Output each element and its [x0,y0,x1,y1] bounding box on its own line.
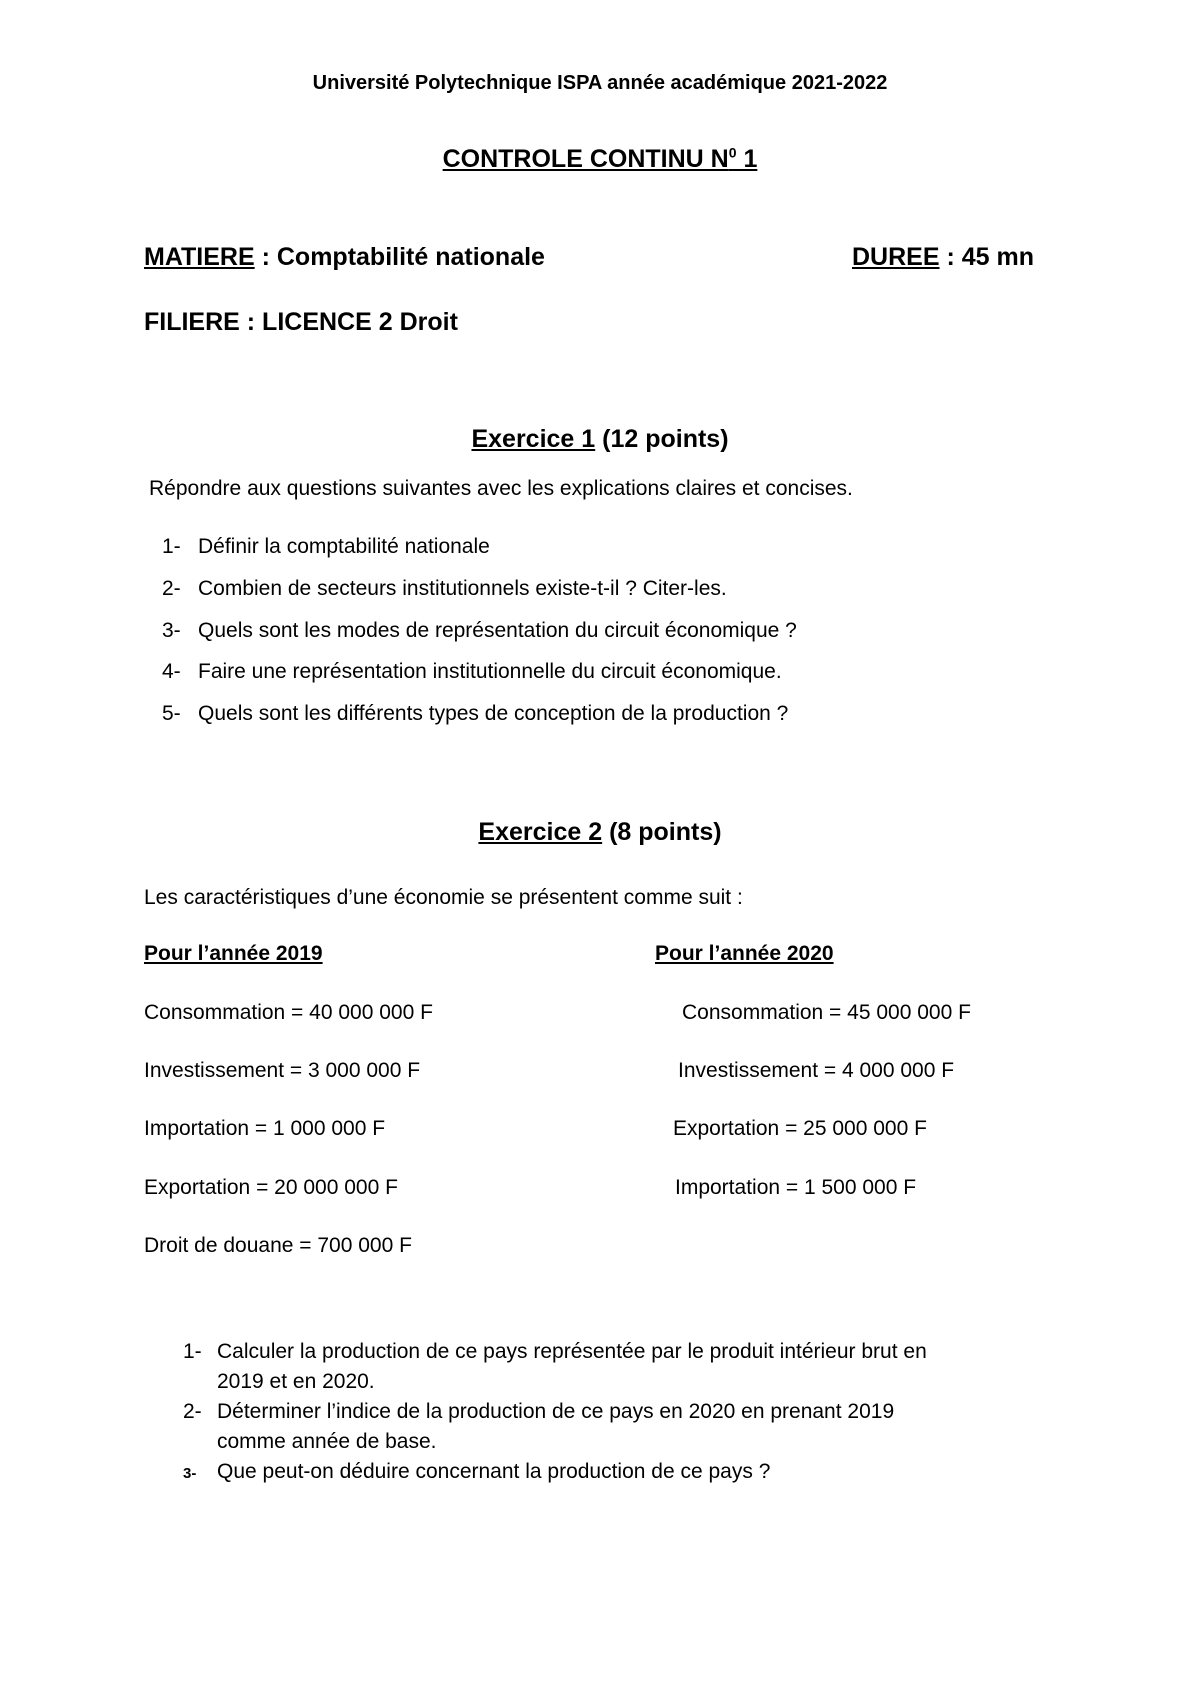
exercise1-question: 1- Définir la comptabilité nationale [162,535,490,558]
exercise2-intro: Les caractéristiques d’une économie se présentent comme suit : [144,886,743,909]
university-header: Université Polytechnique ISPA année académique 2021-2022 [312,72,888,94]
data-2020-item: Importation = 1 500 000 F [675,1176,917,1199]
exercise2-question: 3- Que peut-on déduire concernant la production de ce pays ? [183,1460,771,1483]
data-2019-item: Exportation = 20 000 000 F [144,1176,398,1199]
year-2020-heading: Pour l’année 2020 [655,942,834,965]
subject-value: : Comptabilité nationale [254,243,545,271]
exercise1-question: 2- Combien de secteurs institutionnels existe-t-il ? Citer-les. [162,577,727,600]
data-2019-item: Droit de douane = 700 000 F [144,1234,412,1257]
data-2019-item: Consommation = 40 000 000 F [144,1001,433,1024]
exercise1-question: 4- Faire une représentation institutionnelle du circuit économique. [162,660,782,683]
data-2019-item: Investissement = 3 000 000 F [144,1059,421,1082]
data-2019-item: Importation = 1 000 000 F [144,1117,386,1140]
exercise2-question-continuation: 2019 et en 2020. [217,1370,375,1393]
year-2019-heading: Pour l’année 2019 [144,942,323,965]
exercise2-question-continuation: comme année de base. [217,1430,437,1453]
exercise2-question: 2- Déterminer l’indice de la production de ce pays en 2020 en prenant 2019 [183,1400,895,1423]
exercise1-question: 5- Quels sont les différents types de conception de la production ? [162,702,789,725]
data-2020-item: Exportation = 25 000 000 F [673,1117,927,1140]
exam-title-text: CONTROLE CONTINU $N^0$ 1 [442,144,758,173]
exercise2-question: 1- Calculer la production de ce pays représentée par le produit intérieur brut en [183,1340,927,1363]
exercise1-title: Exercice 1 (12 points) [471,425,729,453]
data-2020-item: Consommation = 45 000 000 F [682,1001,971,1024]
data-2020-item: Investissement = 4 000 000 F [678,1059,955,1082]
duration-label: DUREE [852,243,940,271]
exam-title [0,145,1200,174]
program-line: FILIERE : LICENCE 2 Droit [144,308,458,336]
subject-label: MATIERE [144,243,255,271]
subject-line [144,243,545,272]
exercise2-title: Exercice 2 (8 points) [478,818,722,846]
exercise1-question: 3- Quels sont les modes de représentation du circuit économique ? [162,619,797,642]
exercise1-instruction: Répondre aux questions suivantes avec les explications claires et concises. [149,477,853,500]
duration-value: : 45 mn [939,243,1034,271]
duration-line [852,243,1034,272]
